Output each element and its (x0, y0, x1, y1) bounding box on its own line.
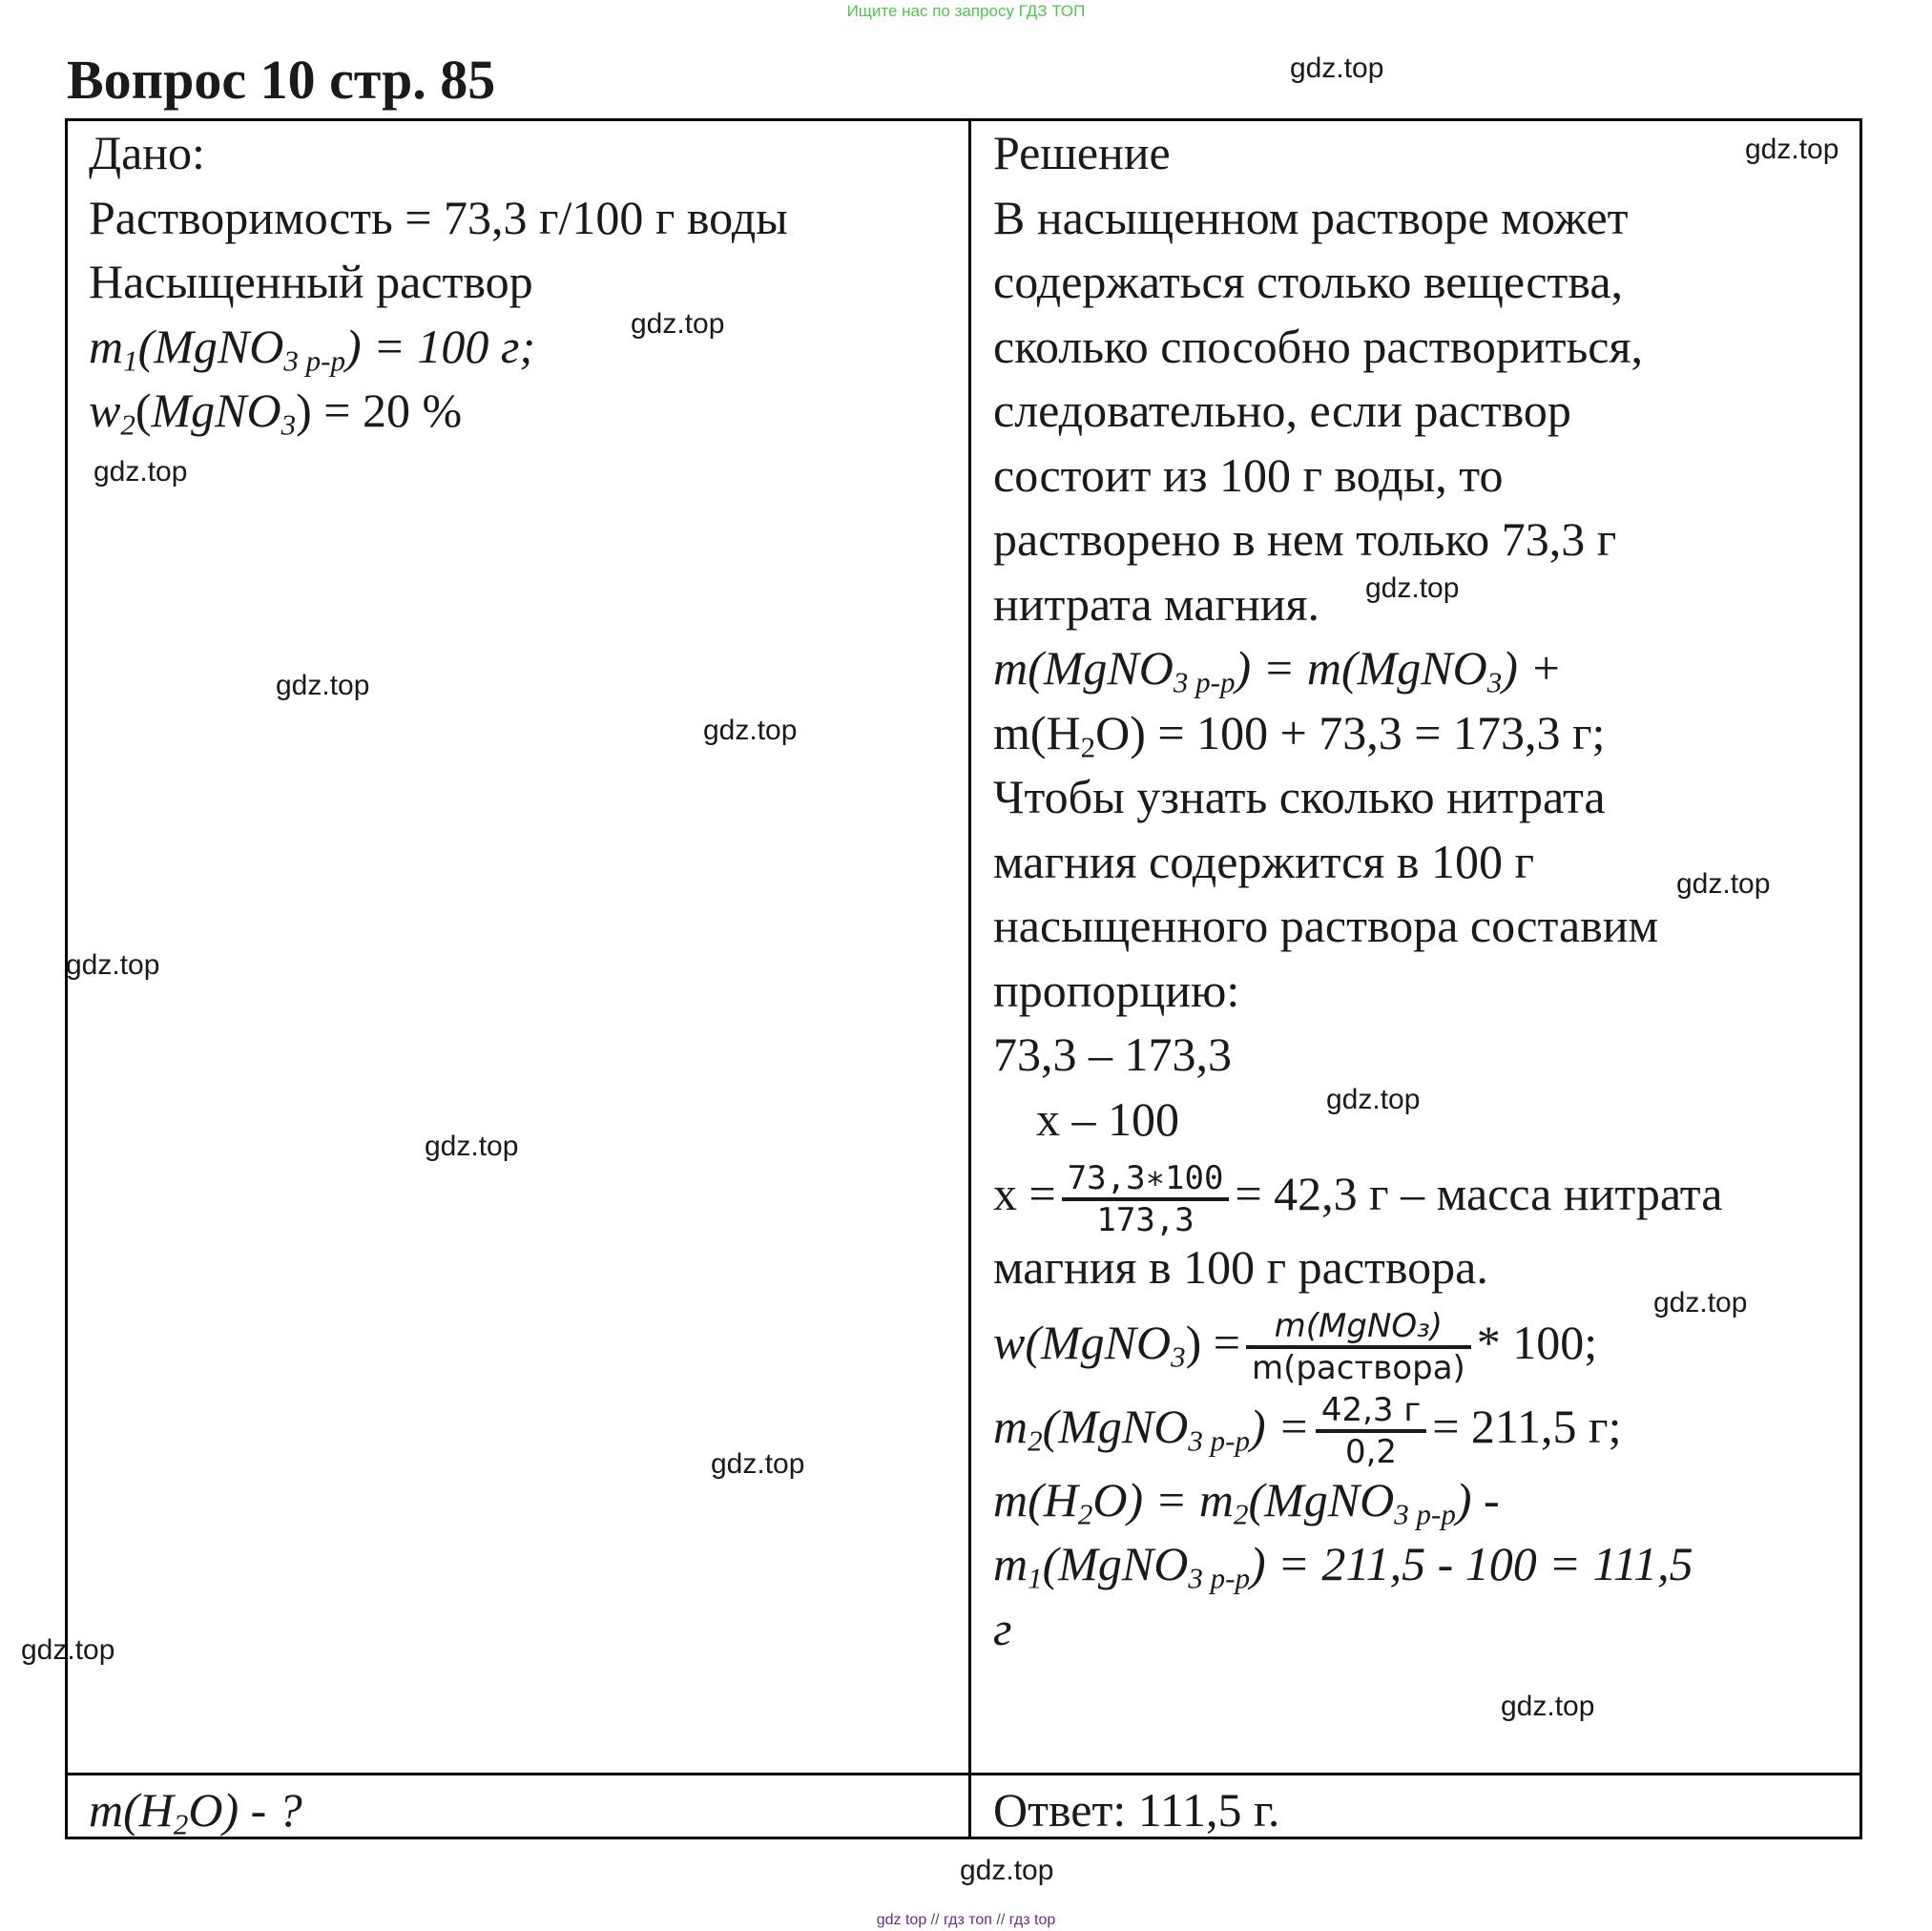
proportion-intro-line: магния содержится в 100 г (993, 834, 1534, 888)
watermark: gdz.top (93, 456, 188, 488)
watermark: gdz.top (631, 308, 725, 340)
proportion-intro-line: насыщенного раствора составим (993, 899, 1659, 952)
water-equation-value: $m_1(MgNO_{3 р-р}) = 211,5 - 100 = 111,5$ (993, 1537, 1693, 1595)
mass-fraction-fraction: $\frac{\text{m(MgNO₃)}}{\text{m(раствора)}}$ (1246, 1307, 1471, 1387)
top-banner: Ищите нас по запросу ГДЗ ТОП (846, 2, 1086, 20)
watermark: gdz.top (1676, 868, 1771, 900)
proportion-row-2: x – 100 (1036, 1091, 1179, 1146)
solution-text-line: сколько способно раствориться, (993, 319, 1643, 373)
footer-links (0, 1912, 1932, 1929)
x-equation: x = $\frac{73,3∗100}{173,3}$ = 42,3 г – масса нитрата (993, 1158, 1723, 1239)
page-title: Вопрос 10 стр. 85 (67, 49, 496, 111)
footer-link-gdz-top-mixed[interactable]: гдз top (1008, 1912, 1056, 1928)
footer-separator: // (930, 1912, 940, 1928)
proportion-intro-line: пропорцию: (993, 963, 1240, 1017)
x-fraction: $\frac{73,3∗100}{173,3}$ (1062, 1159, 1230, 1239)
answer-cell (993, 1778, 1842, 1843)
answer-text: Ответ: 111,5 г. (993, 1783, 1280, 1837)
given-solubility: Растворимость = 73,3 г/100 г воды (89, 190, 788, 244)
watermark: gdz.top (1501, 1691, 1595, 1722)
watermark: gdz.top (1326, 1084, 1421, 1115)
m2-equation: $m_2(MgNO_{3 р-р})$ = $\frac{42,3 г}{0,2}$ = 211,5 г; (993, 1391, 1622, 1472)
row-divider (68, 1773, 1859, 1775)
watermark: gdz.top (1290, 52, 1384, 84)
watermark: gdz.top (1745, 134, 1839, 165)
unknown-quantity: $m(H_2O)$ - ? (89, 1783, 302, 1841)
solution-text-line: содержаться столько вещества, (993, 255, 1624, 308)
footer-link-gdz-top[interactable]: gdz top (876, 1912, 927, 1928)
watermark: gdz.top (960, 1855, 1054, 1886)
proportion-row-1: 73,3 – 173,3 (993, 1028, 1232, 1081)
water-equation: $m(H_2O)$ = $m_2(MgNO_{3 р-р})$ - (993, 1472, 1500, 1531)
solution-text-line: В насыщенном растворе может (993, 190, 1629, 244)
solution-text-line: состоит из 100 г воды, то (993, 447, 1504, 502)
watermark: gdz.top (1365, 572, 1460, 604)
equation-solution-mass-value: $m(H_2O) = 100 + 73,3 = 173,3$ г; (993, 705, 1606, 764)
watermark: gdz.top (711, 1448, 805, 1480)
footer-separator: // (996, 1912, 1006, 1928)
column-divider (968, 121, 971, 1837)
watermark: gdz.top (1653, 1287, 1748, 1318)
given-header: Дано: (89, 126, 205, 179)
given-saturated: Насыщенный раствор (89, 255, 533, 308)
watermark: gdz.top (425, 1131, 519, 1162)
solution-text-line: нитрата магния. (993, 576, 1320, 631)
watermark: gdz.top (21, 1634, 115, 1666)
watermark: gdz.top (276, 670, 370, 701)
watermark: gdz.top (703, 715, 798, 746)
proportion-intro-line: Чтобы узнать сколько нитрата (993, 770, 1606, 823)
solution-text-line: растворено в нем только 73,3 г (993, 512, 1617, 566)
mass-fraction-formula: w(MgNO$_3$) = $\frac{\text{m(MgNO₃)}}{\text{m(раствора)}}$ * 100; (993, 1307, 1598, 1388)
watermark: gdz.top (66, 949, 160, 981)
solution-text-line: следовательно, если раствор (993, 384, 1571, 437)
given-m1: $m_1(MgNO_{3 р-р}) = 100$ г; (89, 319, 536, 378)
given-w2: $w_2(MgNO_3) = 20$ % (89, 384, 463, 442)
unknown-cell (89, 1778, 947, 1843)
m2-fraction: $\frac{42,3 г}{0,2}$ (1316, 1391, 1426, 1471)
x-equation-result: магния в 100 г раствора. (993, 1240, 1488, 1294)
solution-header: Решение (993, 126, 1171, 179)
water-equation-unit: г (993, 1601, 1012, 1655)
equation-solution-mass: m(MgNO$_{3 р-р}$) = m(MgNO$_3$) + (993, 641, 1563, 699)
solution-table (65, 118, 1862, 1839)
footer-link-gdz-top-ru[interactable]: гдз топ (944, 1912, 992, 1928)
given-cell (89, 121, 947, 444)
